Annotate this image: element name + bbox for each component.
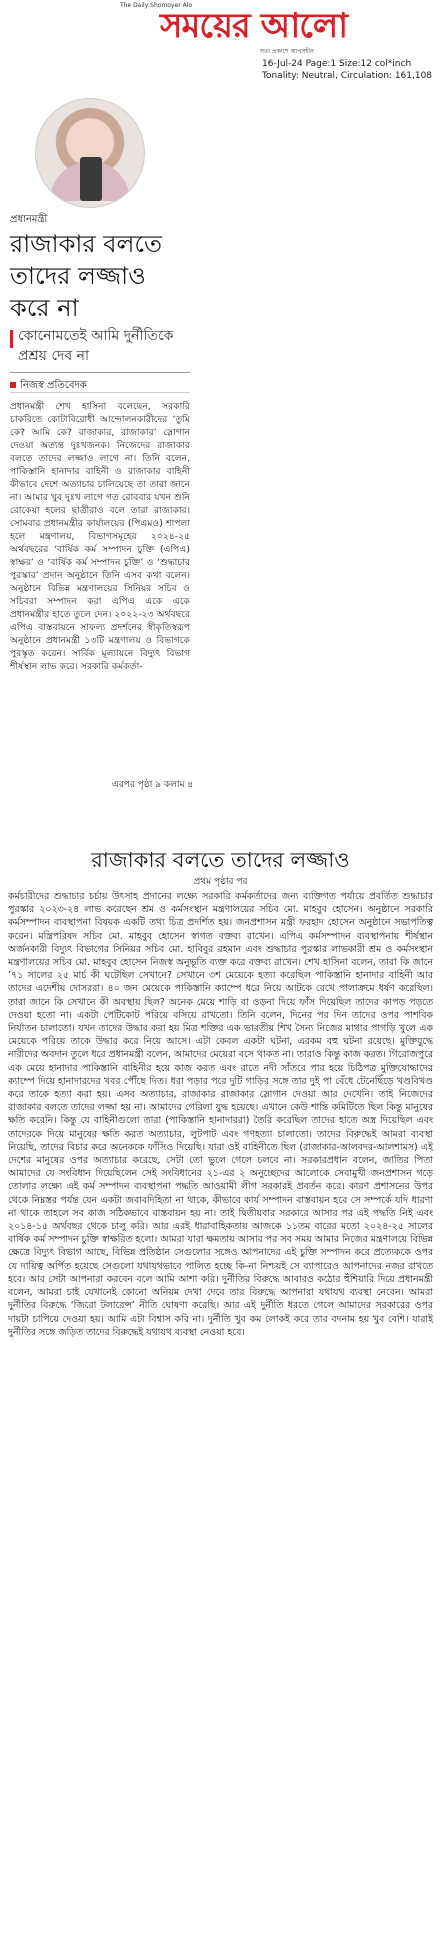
metadata-line-tonality: Tonality: Neutral, Circulation: 161,108 bbox=[262, 71, 433, 81]
quote-marker bbox=[10, 330, 13, 348]
masthead-slogan: সত্য প্রকাশে আপসহীন bbox=[260, 48, 314, 55]
continued-on-note: এরপর পৃষ্ঠা ৯ কলাম ৪ bbox=[112, 780, 194, 790]
byline-marker bbox=[10, 382, 16, 388]
masthead bbox=[120, 0, 350, 62]
prime-minister-photo bbox=[35, 98, 145, 208]
metadata-line-date-size: 16-Jul-24 Page:1 Size:12 col*inch bbox=[262, 59, 412, 69]
jump-body-text: কর্মচারীদের শুদ্ধাচার চর্চায় উৎসাহ প্রদানের লক্ষ্যে সরকারি কর্মকর্তাদের জন্য ব্যক্তিগত পর্যায়ে প্রবর্তিত শুদ্ধাচার পুরস্কার ২০২৩-২৪ লাভ করেছেন শ্রম ও কর্মসংস্থান মন্ত্রণালয়ের সচিব মো. মাহবুব হোসেন। অনুষ্ঠানে সরকারি কর্মসম্পাদন ব্যবস্থাপনা বিষয়ক একটি তথ্য চিত্র প্রদর্শিত হয়। জনপ্রশাসন মন্ত্রী ফরহাদ হোসেন অনুষ্ঠানে সভাপতিত্ব করেন। মন্ত্রিপরিষদ সচিব মো. মাহবুব হোসেন স্বাগত বক্তব্য রাখেন। এপিএ কর্মসম্পাদন ব্যবস্থাপনায় শীর্ষস্থান অর্জনকারী বিদ্যুৎ বিভাগের সিনিয়র সচিব মো. হাবিবুর রহমান এবং শুদ্ধাচার পুরস্কার লাভকারী শ্রম ও কর্মসংস্থান মন্ত্রণালয়ের সচিব মো. মাহবুব হোসেন নিজস্ব অনুভূতি ব্যক্ত করে বক্তব্য রাখেন। শেখ হাসিনা বলেন, তারা কি জানে ’৭১ সালের ২৫ মার্চ কী ঘটেছিল সেখানে? সেখানে ৩শ মেয়েকে হত্যা করেছিল পাকিস্তানি হানাদার বাহিনী আর তাদের এদেশীয় দোসররা। ৪০ জন মেয়েকে পাকিস্তানি ক্যাম্পে ধরে নিয়ে আটকে রেখে পালাক্রমে ধর্ষণ করেছিল। তারা জানে কি সেখানে কী অবস্থায় ছিল? অনেক মেয়ে শাড়ি বা ওড়না দিয়ে ফাঁস দিয়েছিল তাদের কাপড় পড়তে দেওয়া হতো না। একটা পেটিকোট পরিয়ে বসিয়ে রাখতো। তিনি বলেন, দিনের পর দিন তাদের ওপর পাশবিক নির্যাতন চালাতো। যখন তাদের উদ্ধার করা হয় মিত্র শক্তির এক ভারতীয় শিখ সৈন্য নিজের মাথার পাগড়ি খুলে এক মেয়েকে পরিয়ে তাকে উদ্ধার করে নিয়ে আসে। এটা কেবল একটা ঘটনা, এরকম বহু ঘটনা রয়েছে। মুক্তিযুদ্ধে নারীদের অবদান তুলে ধরে প্রধানমন্ত্রী বলেন, আমাদের মেয়েরা বসে থাকত না। তারাও কিন্তু কাজ করত। গিরোজপুরে এক মেয়ে হানাদার পাকিস্তানি বাহিনীর হয়ে কাজ করত এবং রাতে নদী সাঁতরে পার হয়ে চিঠিপত্র মুক্তিযোদ্ধাদের ক্যাম্পে দিয়ে হানাদারদের খবর পৌঁছে দিত। ধরা পড়ার পরে দুটি গাড়ির সঙ্গে তার দুই পা বেঁধে টেনেছিঁড়ে খণ্ডবিখণ্ড করে তাকে হত্যা করা হয়। এসব অত্যাচার, রাজাকার রাজাকার স্লোগান দেওয়া আর দেখেনি। তাই নিজেদের রাজাকার বলতে তাদের লজ্জা হয় না। আমাদের গেরিলা যুদ্ধ হয়েছে। এখানে কেউ শান্তি কমিটিতে ছিল কিন্তু মানুষের ক্ষতি করেনি। কিন্তু যে বাহিনীগুলো তারা (পাকিস্তানি হানাদাররা) তৈরি করেছিল তাদের হাতে অস্ত্র দিয়েছিল এবং তাদেরকে দিয়ে মানুষের ক্ষতি করত অত্যাচার, লুটপাট এবং গণহত্যা চালাতো। তাদের বিরুদ্ধেই আমরা ব্যবস্থা নিয়েছি, তাদের বিচার করে অনেককে ফাঁসিও দিয়েছি। যারা ওই বাহিনীতে ছিল (রাজাকার-আলবদর-আলশামস) এই দেশের মানুষের ওপর অত্যাচার করেছে, সেটা তো ভুলে গেলে চলবে না। সরকারপ্রধান বলেন, জাতির পিতা আমাদের যে সংবিধান দিয়েছিলেন সেই সংবিধানের ২১-এর ২ অনুচ্ছেদের আলোকে সেবামুখী জনপ্রশাসন গড়ে তোলার লক্ষ্যে এই কর্ম সম্পাদন ব্যবস্থাপনা পদ্ধতি আওয়ামী লীগ সরকারই প্রবর্তন করে। কারণ প্রশাসনের উপর থেকে নিম্নস্তর পর্যন্ত যেন একটা জবাবদিহিতা না থাকে, কীভাবে কার্য সম্পাদন বাস্তবায়ন হবে সে সম্পর্কে যদি ধারণা না থাকে তাহলে সব কাজ সঠিকভাবে বাস্তবায়ন হয় না। তাই দ্বিতীয়বার সরকারে আসার পর এই পদ্ধতি নিই এবং ২০১৪-১৫ অর্থবছর থেকে চালু করি। আর এরই ধারাবাহিকতায় আজকে ১১তম বারের মতো ২০২৪-২৫ সালের বার্ষিক কর্ম সম্পাদন চুক্তি স্বাক্ষরিত হলো। আমরা যারা ক্ষমতায় আসার পর সব সময় আমার নিজের মন্ত্রণালয়ে বিভিন্ন ক্ষেত্রে বিদ্যুৎ বিভাগ আছে, বিভিন্ন প্রতিষ্ঠান সেগুলোর সঙ্গেও আপনাদের এই চুক্তি সম্পাদন করে প্রত্যেককে ওপর যে দায়িত্ব অর্পিত হয়েছে সেগুলো যথাযথভাবে পালিত হচ্ছে কি-না নিশ্চয়ই সে ব্যাপারেও আপনাদের নজর রাখতে হবে। আর সেটা আপনারা করবেন বলে আমি আশা করি। দুর্নীতির বিরুদ্ধে আবারও কঠোর হুঁশিয়ারি দিয়ে প্রধানমন্ত্রী বলেন, আমরা চাই যেখানেই কোনো অনিয়ম দেখা দেবে তার বিরুদ্ধে আপনারা যথাযথ ব্যবস্থা নেবেন। আমরা দুর্নীতির বিরুদ্ধে ‘জিরো টলারেন্স’ নীতি ঘোষণা করেছি। আর এই দুর্নীতি ধরতে গেলে আমাদের সরকারের ওপর দায়টা চাপিয়ে দেওয়া হয়। আমি এটা বিশ্বাস করি না। দুর্নীতি খুব কম লোকই করে তার বদনাম হয় খুব বেশি। যারাই দুর্নীতির সঙ্গে জড়িত তাদের বিরুদ্ধেই যথাযথ ব্যবস্থা নেওয়া হবে। bbox=[8, 891, 434, 1338]
masthead-tagline: The Daily Shomoyer Alo bbox=[120, 2, 193, 9]
clipping-metadata bbox=[262, 58, 432, 82]
jump-headline: রাজাকার বলতে তাদের লজ্জাও bbox=[91, 848, 350, 872]
pull-quote: কোনোমতেই আমি দুর্নীতিকে প্রশ্রয় দেব না bbox=[18, 328, 174, 364]
photo-microphone-shape bbox=[80, 157, 102, 201]
story-lead-text: প্রধানমন্ত্রী শেখ হাসিনা বলেছেন, সরকারি চাকরিতে কোটাবিরোধী আন্দোলনকারীদের ‘তুমি কে? আমি কে? রাজাকার, রাজাকার’ স্লোগান দেওয়া অত্যন্ত দুঃখজনক। নিজেদের রাজাকার বলতে তাদের লজ্জাও লাগে না। তিনি বলেন, পাকিস্তানি হানাদার বাহিনী ও রাজাকার বাহিনী কীভাবে দেশে অত্যাচার চালিয়েছে তা তারা জানে না। আমার খুব দুঃখ লাগে গত রোববার যখন শুনি রোকেয়া হলের ছাত্রীরাও বলে তারা রাজাকার। সোমবার প্রধানমন্ত্রীর কার্যালয়ের (পিএমও) শাপলা হলে মন্ত্রণালয়, বিভাগসমূহের ২০২৪-২৫ অর্থবছরের ‘বার্ষিক কর্ম সম্পাদন চুক্তি (এপিএ) স্বাক্ষর’ ও ‘বার্ষিক কর্ম সম্পাদন চুক্তি’ ও ‘শুদ্ধাচার পুরস্কার’ প্রদান অনুষ্ঠানে তিনি এসব কথা বলেন। অনুষ্ঠানে বিভিন্ন মন্ত্রণালয়ের সিনিয়র সচিব ও সচিবরা সম্পাদন করা এপিএ একে একে প্রধানমন্ত্রীর হাতে তুলে দেন। ২০২২-২৩ অর্থবছরে এপিএ বাস্তবায়নে সাফল্য প্রদর্শনের স্বীকৃতিস্বরূপ অনুষ্ঠানে প্রধানমন্ত্রী ১৩টি মন্ত্রণালয় ও বিভাগকে পুরস্কৃত করেন। সার্বিক মূল্যায়নে বিদ্যুৎ বিভাগ শীর্ষস্থান লাভ করে। সরকারি কর্মকর্তা- bbox=[10, 401, 190, 672]
story-kicker: প্রধানমন্ত্রী bbox=[10, 214, 48, 225]
story-headline: রাজাকার বলতে তাদের লজ্জাও করে না bbox=[10, 230, 163, 322]
byline: নিজস্ব প্রতিবেদক bbox=[20, 380, 87, 391]
divider bbox=[10, 372, 190, 373]
newspaper-logo: সময়ের আলো bbox=[160, 6, 348, 46]
continued-from-note: প্রথম পৃষ্ঠার পর bbox=[193, 877, 248, 887]
divider bbox=[10, 392, 190, 393]
